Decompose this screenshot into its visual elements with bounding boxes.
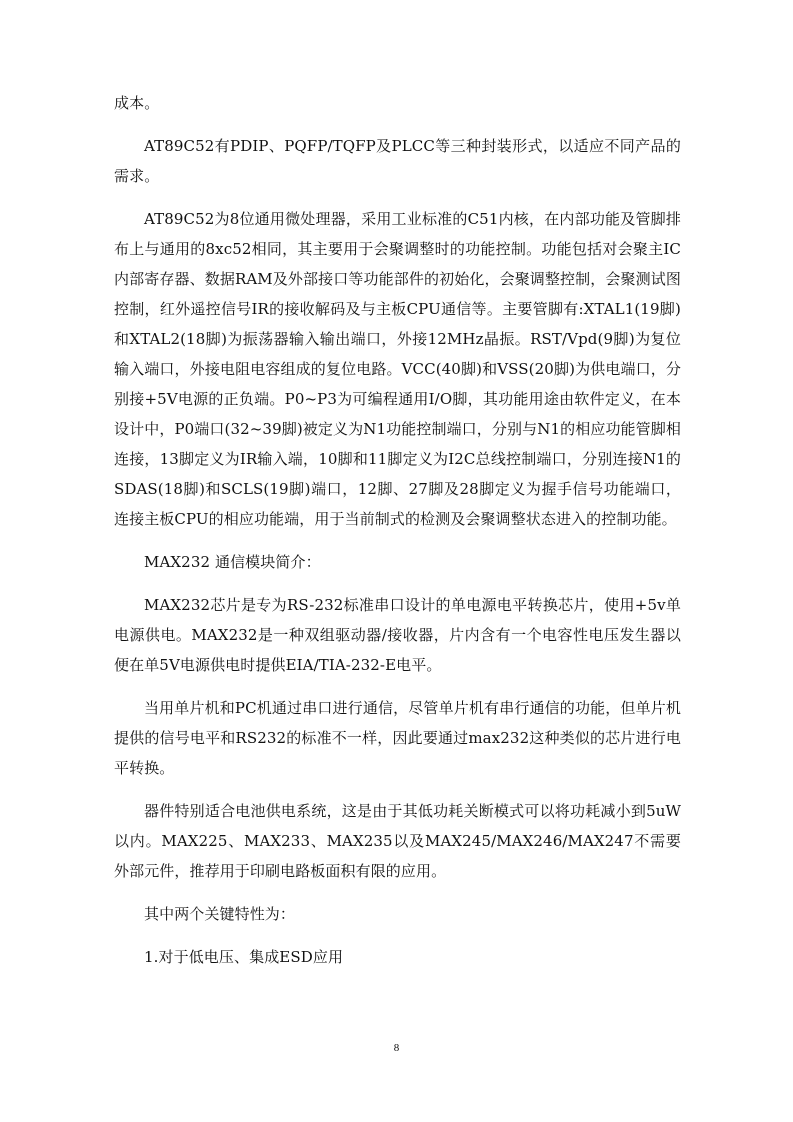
paragraph-feature-1: 1.对于低电压、集成ESD应用 bbox=[144, 948, 344, 966]
paragraph-low-power: 器件特别适合电池供电系统，这是由于其低功耗关断模式可以将功耗减小到5uW以内。MAX225、MAX233、MAX235以及MAX245/MAX246/MAX247不需要外部元件，推荐用于印刷电路板面积有限的应用。 bbox=[114, 802, 681, 880]
paragraph-packages: AT89C52有PDIP、PQFP/TQFP及PLCC等三种封装形式，以适应不同产品的需求。 bbox=[114, 137, 681, 185]
page-number: 8 bbox=[393, 1042, 400, 1054]
paragraph-max232-intro: MAX232芯片是专为RS-232标准串口设计的单电源电平转换芯片，使用+5v单电源供电。MAX232是一种双组驱动器/接收器，片内含有一个电容性电压发生器以便在单5V电源供电时提供EIA/TIA-232-E电平。 bbox=[114, 596, 681, 674]
paragraph-max232-heading: MAX232 通信模块简介： bbox=[144, 553, 321, 571]
paragraph-key-features: 其中两个关键特性为： bbox=[144, 905, 296, 923]
paragraph-continuation: 成本。 bbox=[114, 94, 160, 112]
paragraph-at89c52-description: AT89C52为8位通用微处理器，采用工业标准的C51内核，在内部功能及管脚排布上与通用的8xc52相同，其主要用于会聚调整时的功能控制。功能包括对会聚主IC内部寄存器、数据RAM及外部接口等功能部件的初始化，会聚调整控制，会聚测试图控制，红外遥控信号IR的接收解码及与主板CPU通信等。主要管脚有:XTAL1(19脚)和XTAL2(18脚)为振荡器输入输出端口，外接12MHz晶振。RST/Vpd(9脚)为复位输入端口，外接电阻电容组成的复位电路。VCC(40脚)和VSS(20脚)为供电端口，分别接+5V电源的正负端。P0~P3为可编程通用I/O脚，其功能用途由软件定义，在本设计中，P0端口(32~39脚)被定义为N1功能控制端口，分别与N1的相应功能管脚相连接，13脚定义为IR输入端，10脚和11脚定义为I2C总线控制端口，分别连接N1的SDAS(18脚)和SCLS(19脚)端口，12脚、27脚及28脚定义为握手信号功能端口，连接主板CPU的相应功能端，用于当前制式的检测及会聚调整状态进入的控制功能。 bbox=[114, 210, 681, 528]
document-body bbox=[114, 88, 681, 985]
paragraph-serial-communication: 当用单片机和PC机通过串口进行通信，尽管单片机有串行通信的功能，但单片机提供的信号电平和RS232的标准不一样，因此要通过max232这种类似的芯片进行电平转换。 bbox=[114, 699, 681, 777]
